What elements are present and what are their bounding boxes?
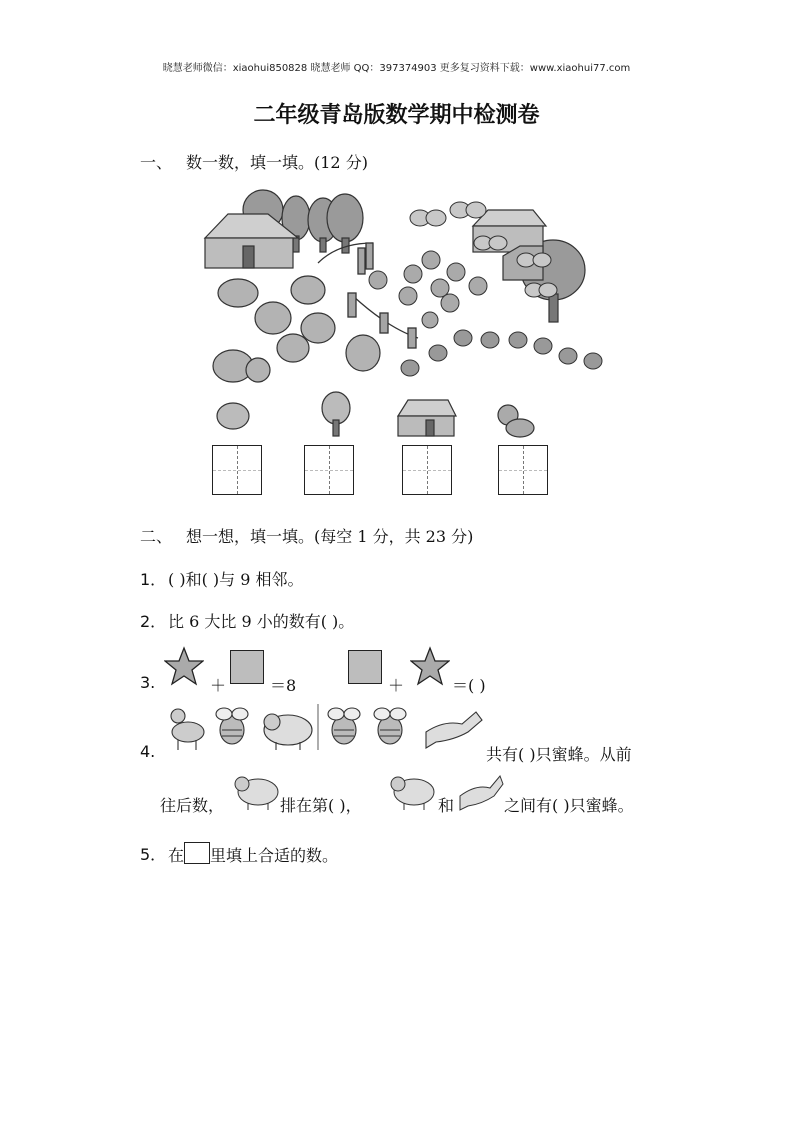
- question-5-number: 5．: [140, 845, 167, 864]
- square-icon: [348, 650, 382, 684]
- star-icon: [164, 646, 204, 686]
- house-icon: [398, 400, 456, 416]
- question-4-text-a: 往后数，: [160, 796, 225, 815]
- answer-box-chicks[interactable]: [498, 445, 548, 495]
- animal-row-illustration: [164, 702, 484, 752]
- section-2-heading: 想一想，填一填。(每空 1 分，共 23 分): [186, 527, 474, 546]
- section-1-heading: 数一数，填一填。(12 分): [186, 153, 368, 172]
- bee-icon: [374, 708, 406, 744]
- answer-box-houses[interactable]: [402, 445, 452, 495]
- sheep-icon: [264, 714, 312, 750]
- question-4-text-b: 排在第( )，: [280, 796, 362, 815]
- question-3-number: 3.: [140, 673, 156, 692]
- horse-icon: [456, 772, 504, 812]
- question-5-text-b: 里填上合适的数。: [210, 846, 339, 865]
- plus-sign-2: ＋: [388, 676, 405, 695]
- star-icon: [410, 646, 450, 686]
- goat-icon: [171, 709, 204, 750]
- section-1-number: 一、: [140, 153, 173, 172]
- cat-icon: [217, 403, 249, 429]
- horse-icon: [426, 712, 482, 748]
- question-5-text: [168, 842, 338, 866]
- question-5-text-a: 在: [168, 846, 185, 865]
- question-1-number: 1．: [140, 570, 167, 589]
- tree-icon: [322, 392, 350, 424]
- equals-blank: ＝( ): [452, 676, 486, 695]
- counting-scene-illustration: [198, 188, 610, 443]
- page-header: 晓慧老师微信：xiaohui850828 晓慧老师 QQ：397374903 更多复习资料下载：www.xiaohui77.com: [162, 63, 631, 74]
- question-4-text-line1: 共有( )只蜜蜂。从前: [486, 745, 632, 764]
- answer-box-cats[interactable]: [212, 445, 262, 495]
- question-4-text-c: 和: [438, 796, 455, 815]
- square-icon: [230, 650, 264, 684]
- page-title: 二年级青岛版数学期中检测卷: [253, 103, 540, 128]
- sheep-icon: [388, 772, 436, 812]
- question-1-text: ( )和( )与 9 相邻。: [168, 570, 304, 589]
- plus-sign-1: ＋: [210, 676, 227, 695]
- answer-box-trees[interactable]: [304, 445, 354, 495]
- bee-icon: [216, 708, 248, 744]
- empty-box-icon: [184, 842, 210, 864]
- question-2-number: 2．: [140, 612, 167, 631]
- section-2-number: 二、: [140, 527, 173, 546]
- equals-eight: ＝8: [270, 676, 297, 695]
- bee-icon: [328, 708, 360, 744]
- sheep-icon: [232, 772, 280, 812]
- question-4-number: 4.: [140, 742, 156, 761]
- question-2-text: 比 6 大比 9 小的数有( )。: [168, 612, 355, 631]
- question-4-text-d: 之间有( )只蜜蜂。: [504, 796, 634, 815]
